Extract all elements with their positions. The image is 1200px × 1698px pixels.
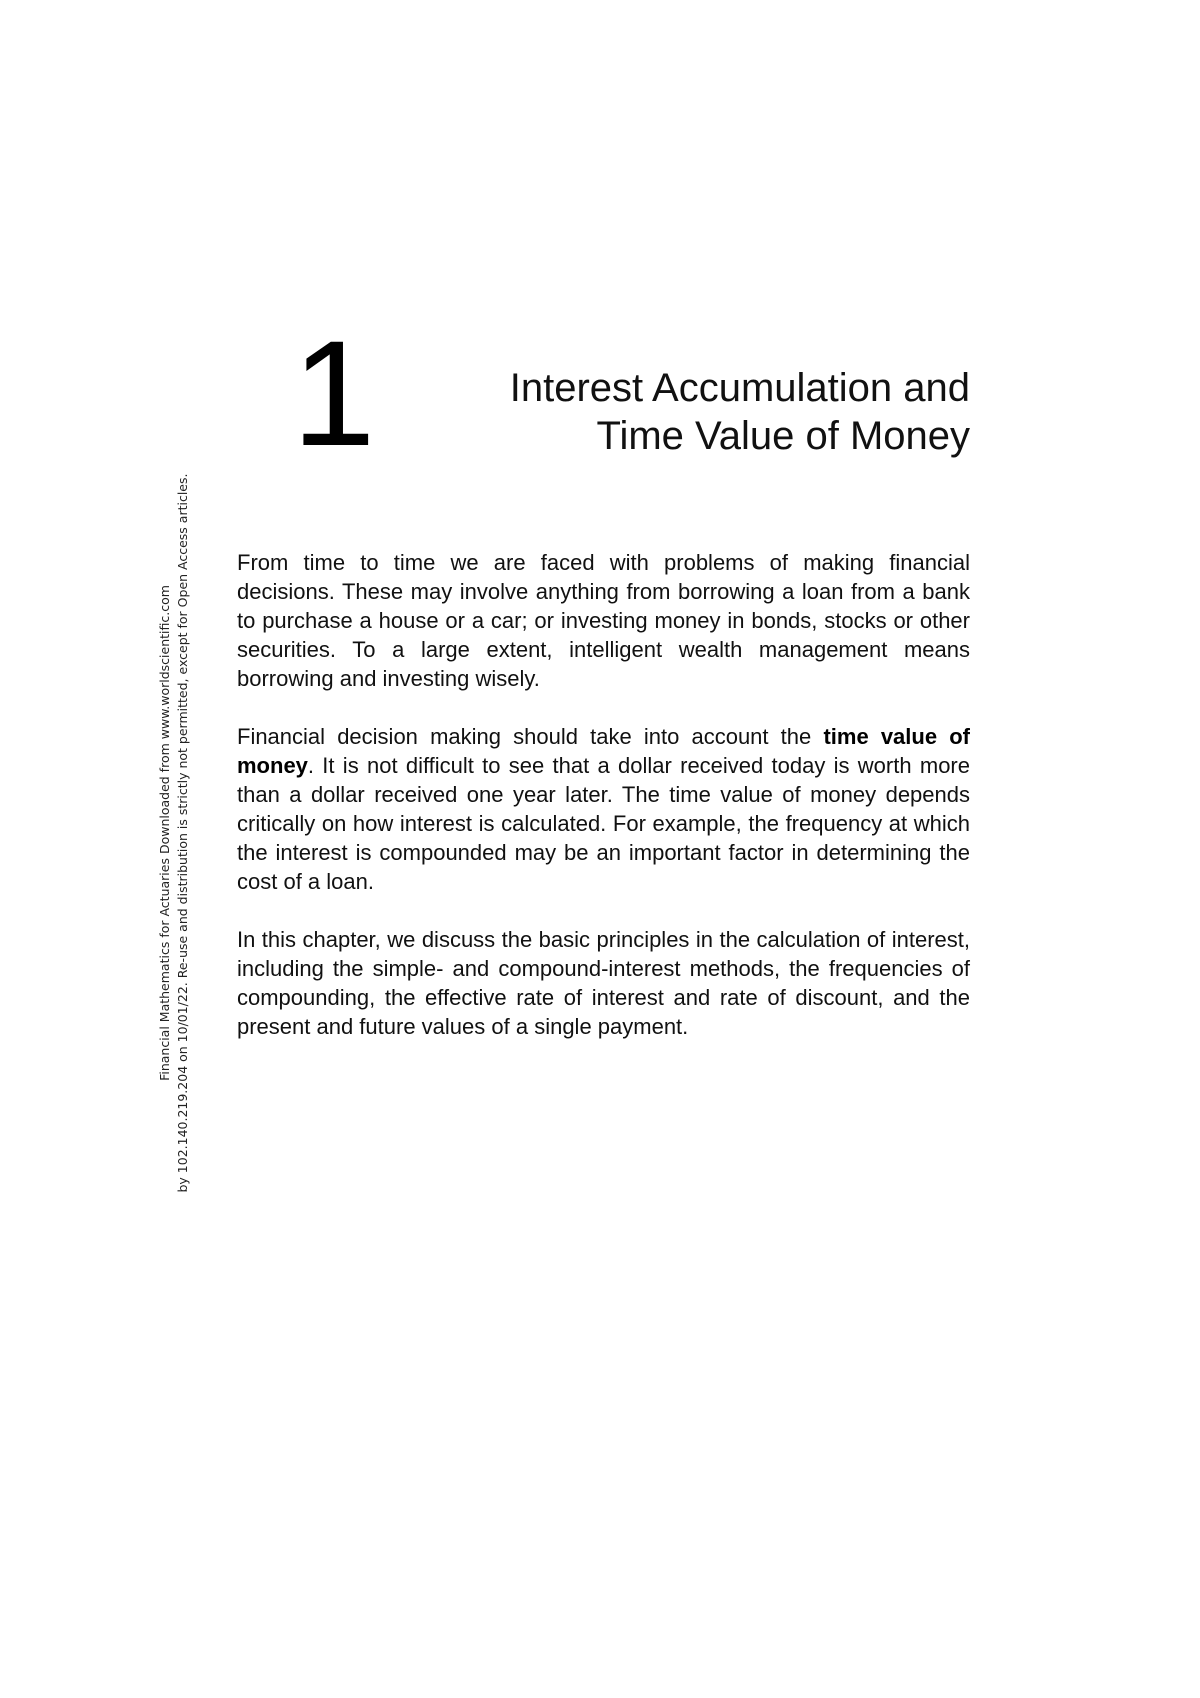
download-notice-line-2: by 102.140.219.204 on 10/01/22. Re-use and distribution is strictly not permitted, except for Open Access articles. (175, 473, 190, 1193)
chapter-number: 1 (292, 309, 372, 477)
key-term-time-value-of-money: time value of money (237, 724, 971, 778)
paragraph-2-text-start: Financial decision making should take into account the (237, 724, 824, 749)
paragraph-2-text-end: . It is not difficult to see that a dollar received today is worth more than a dollar received one year later. The time value of money depends critically on how interest is calculated. For example, the frequency at which the interest is compounded may be an important factor in determining the cost of a loan. (237, 753, 970, 894)
chapter-title-line-1: Interest Accumulation and (509, 366, 970, 410)
chapter-title (410, 364, 970, 460)
chapter-introduction (237, 548, 970, 1070)
intro-paragraph-3: In this chapter, we discuss the basic principles in the calculation of interest, including the simple- and compound-interest methods, the frequencies of compounding, the effective rate of interest and rate of discount, and the present and future values of a single payment. (237, 927, 970, 1039)
chapter-title-line-2: Time Value of Money (596, 414, 970, 458)
intro-paragraph-1: From time to time we are faced with problems of making financial decisions. These may involve anything from borrowing a loan from a bank to purchase a house or a car; or investing money in bonds, stocks or other securities. To a large extent, intelligent wealth management means borrowing and investing wisely. (237, 550, 970, 691)
download-notice-line-1: Financial Mathematics for Actuaries Downloaded from www.worldscientific.com (157, 585, 172, 1081)
intro-paragraph-2 (237, 722, 970, 896)
